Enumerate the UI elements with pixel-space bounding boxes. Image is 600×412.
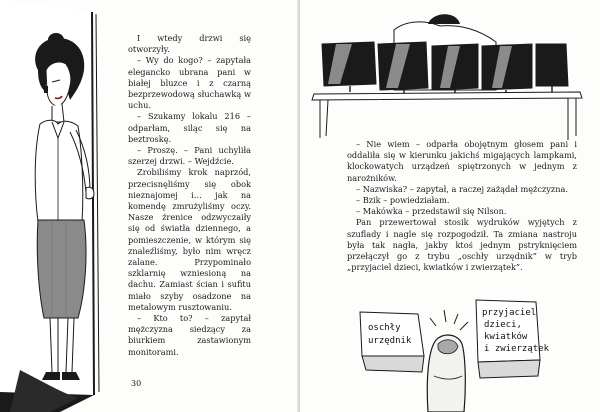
left-paragraph: Zrobiliśmy krok naprzód, przecisnęliśmy się obok nieznajomej i… jak na komendę zmrużyliśmy oczy. Nasze źrenice odzwyczaiły się od światła dziennego, a pomieszczenie, w którym się znaleźliśmy, było nim wręcz zalane. Przypominało szklarnię wzniesioną na dachu. Zamiast ścian i sufitu miało szyby osadzone na metalowym rusztowaniu.: [128, 167, 251, 312]
right-paragraph: – Makówka – przedstawił się Nilson.: [356, 206, 507, 217]
svg-text:dzieci,: dzieci,: [484, 320, 522, 330]
man-at-desk-illustration: [312, 14, 582, 140]
left-paragraph: – Wy do kogo? – zapytała elegancko ubrana pani w białej bluzce i z czarną bezprzewodową słuchawką w uchu.: [128, 55, 251, 111]
left-paragraph: I wtedy drzwi się otworzyły.: [128, 33, 251, 55]
svg-text:kwiatków: kwiatków: [484, 332, 528, 342]
left-page: [0, 0, 298, 412]
right-paragraph: Pan przewertował stosik wydruków wyjętych z szuflady i nagle się rozpogodził. Ta zmiana nastroju była tak nagła, jakby ktoś jednym pstryknięciem przełączył go z trybu „oschły urzędnik” w tryb „przyjaciel dzieci, kwiatków i zwierzątek”.: [347, 217, 577, 273]
svg-text:i zwierzątek: i zwierzątek: [484, 344, 550, 354]
page-number: 30: [131, 379, 142, 388]
right-paragraph: – Nazwiska? – zapytał, a raczej zażądał mężczyzna.: [356, 183, 568, 194]
svg-text:urzędnik: urzędnik: [368, 336, 412, 346]
left-paragraph: – Proszę. – Pani uchyliła szerzej drzwi. – Wejdźcie.: [128, 145, 251, 167]
mode-switch-illustration: [360, 300, 550, 412]
svg-text:oschły: oschły: [368, 323, 401, 333]
left-paragraph: – Kto to? – zapytał mężczyzna siedzący za biurkiem zastawionym monitorami.: [128, 313, 251, 357]
svg-text:przyjaciel: przyjaciel: [482, 308, 537, 318]
right-page-text: [347, 139, 577, 273]
right-page: [300, 0, 600, 412]
right-paragraph: – Nie wiem – odparła obojętnym głosem pani i oddaliła się w kierunku jakichś migających lampkami, klockowatych urządzeń spiętrzonych w jednym z narożników.: [347, 139, 577, 183]
right-paragraph: – Bzik – powiedziałam.: [356, 195, 450, 206]
key-left: [360, 312, 424, 356]
press-sparks: [430, 310, 468, 330]
left-paragraph: – Szukamy lokalu 216 – odparłam, siląc się na beztroskę.: [128, 111, 251, 144]
left-page-text: [128, 33, 251, 358]
